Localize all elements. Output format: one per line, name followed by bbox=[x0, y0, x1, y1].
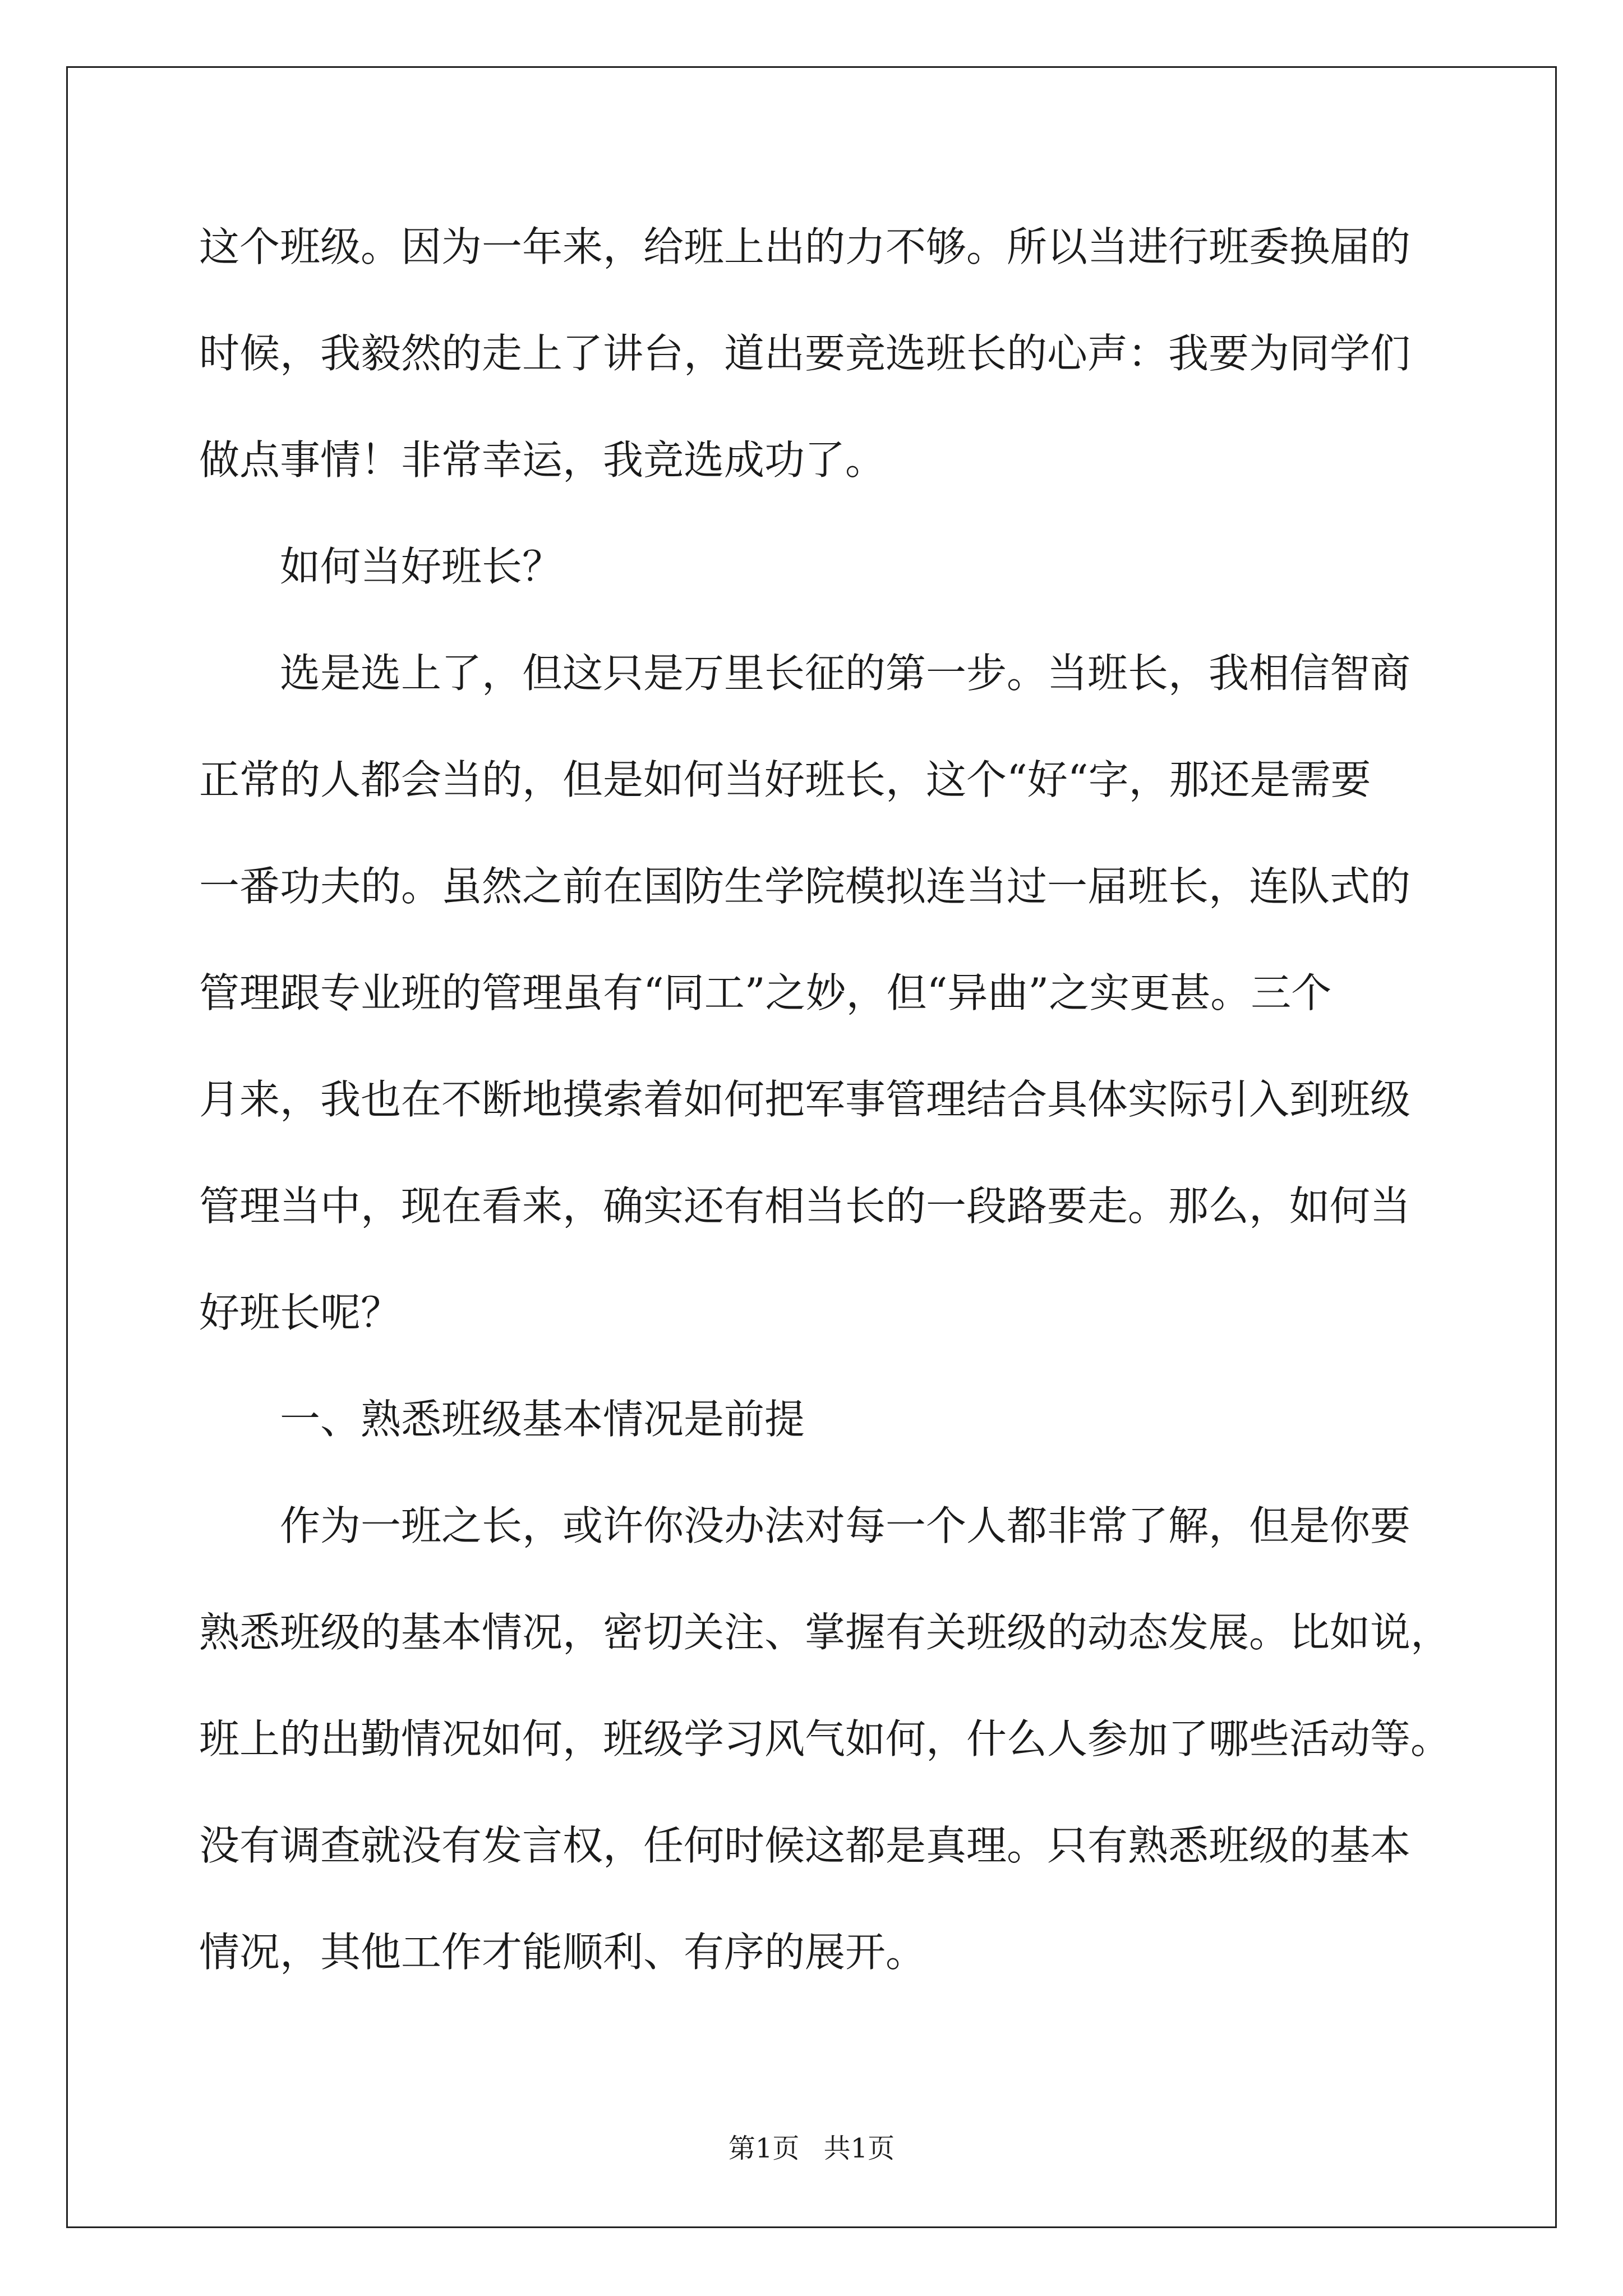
text-line: 选是选上了，但这只是万里长征的第一步。当班长，我相信智商 bbox=[199, 650, 1411, 697]
section-heading: 如何当好班长？ bbox=[199, 543, 563, 590]
text-line: 月来，我也在不断地摸索着如何把军事管理结合具体实际引入到班级 bbox=[199, 1076, 1411, 1123]
text-line: 好班长呢？ bbox=[199, 1289, 402, 1336]
text-line: 作为一班之长，或许你没办法对每一个人都非常了解，但是你要 bbox=[199, 1502, 1411, 1549]
section-heading: 一、熟悉班级基本情况是前提 bbox=[199, 1396, 805, 1443]
page-total: 共1页 bbox=[823, 2133, 895, 2164]
text-line: 班上的出勤情况如何，班级学习风气如何，什么人参加了哪些活动等。 bbox=[199, 1715, 1451, 1763]
text-line: 这个班级。因为一年来，给班上出的力不够。所以当进行班委换届的 bbox=[199, 223, 1411, 270]
text-line: 时候，我毅然的走上了讲台，道出要竞选班长的心声：我要为同学们 bbox=[199, 330, 1411, 377]
text-line: 正常的人都会当的，但是如何当好班长，这个“好“字，那还是需要 bbox=[199, 756, 1371, 803]
text-line: 做点事情！非常幸运，我竞选成功了。 bbox=[199, 436, 886, 484]
text-line: 熟悉班级的基本情况，密切关注、掌握有关班级的动态发展。比如说， bbox=[199, 1609, 1451, 1656]
page-footer bbox=[0, 2132, 1623, 2165]
text-line: 情况，其他工作才能顺利、有序的展开。 bbox=[199, 1929, 926, 1976]
page-number: 第1页 bbox=[728, 2133, 800, 2164]
text-line: 一番功夫的。虽然之前在国防生学院模拟连当过一届班长，连队式的 bbox=[199, 863, 1411, 910]
text-line: 没有调查就没有发言权，任何时候这都是真理。只有熟悉班级的基本 bbox=[199, 1822, 1411, 1869]
text-line: 管理当中，现在看来，确实还有相当长的一段路要走。那么，如何当 bbox=[199, 1182, 1411, 1230]
text-line: 管理跟专业班的管理虽有“同工”之妙，但“异曲”之实更甚。三个 bbox=[199, 969, 1332, 1016]
page-border bbox=[66, 66, 1557, 2228]
